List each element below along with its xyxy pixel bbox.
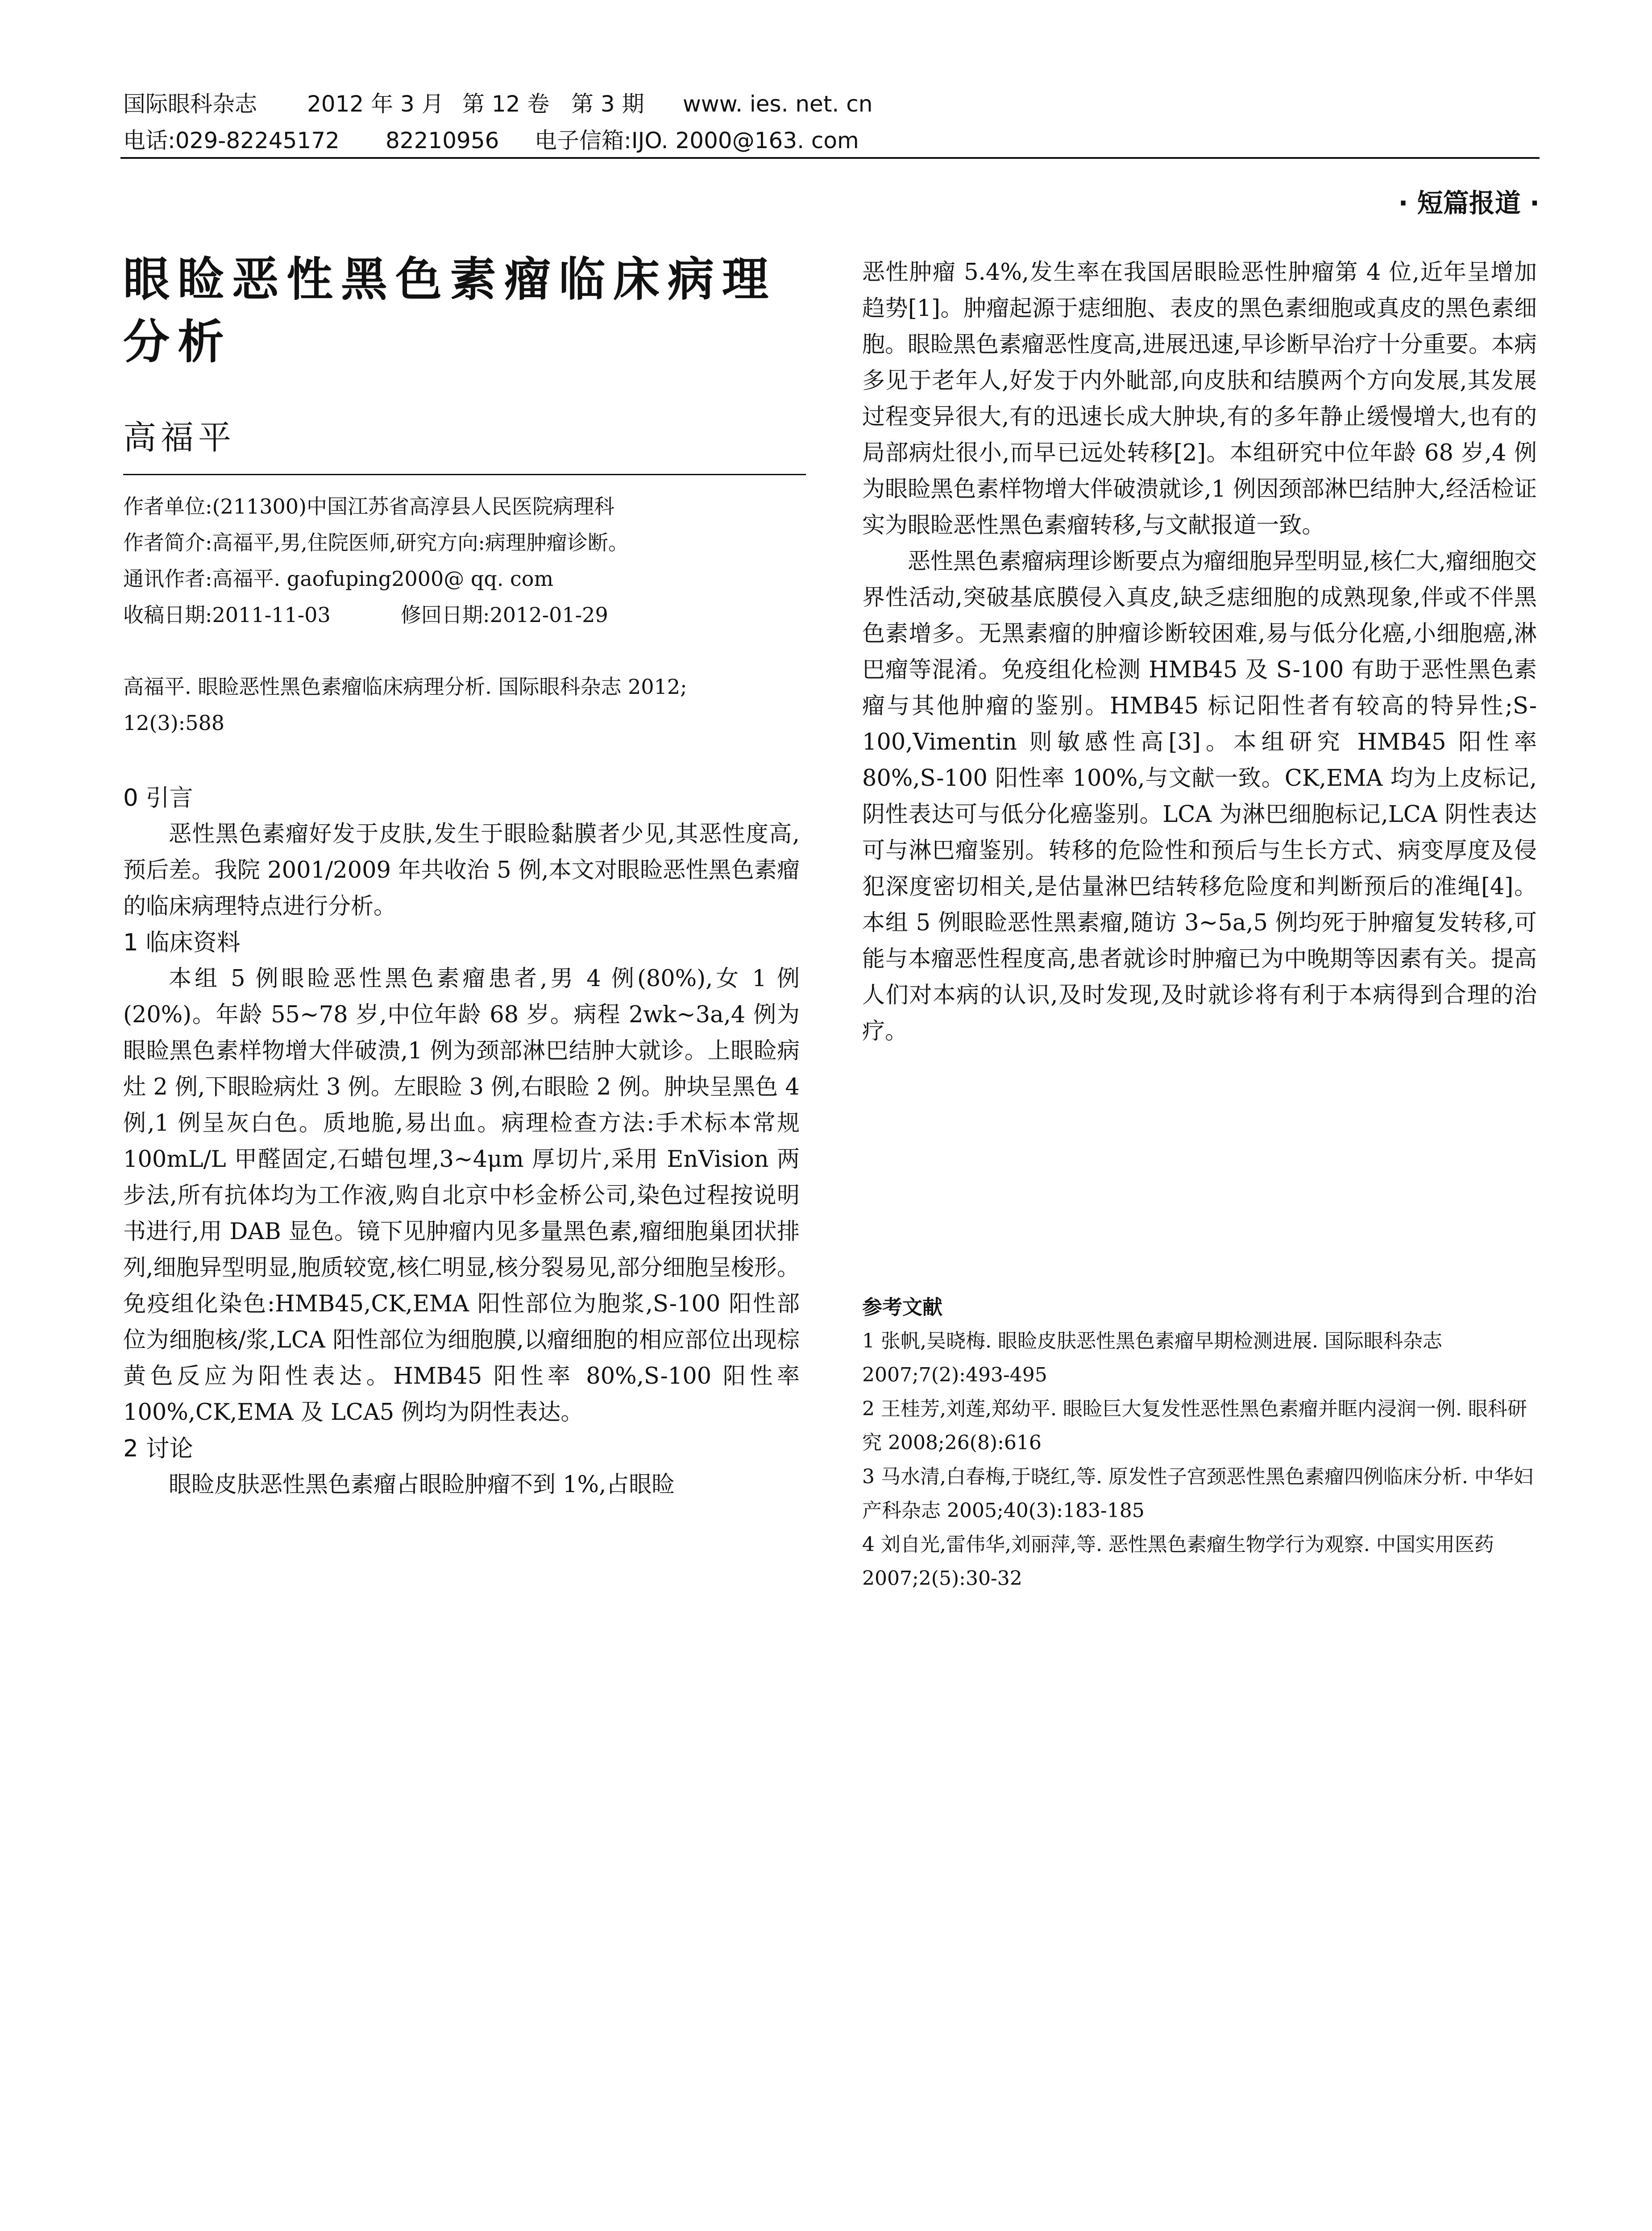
author-bio: 作者简介:高福平,男,住院医师,研究方向:病理肿瘤诊断。	[123, 531, 629, 555]
references-heading: 参考文献	[862, 1295, 943, 1319]
section-tag: · 短篇报道 ·	[1398, 188, 1540, 218]
reference-item: 2 王桂芳,刘莲,郑幼平. 眼睑巨大复发性恶性黑色素瘤并眶内浸润一例. 眼科研究 2008;26(8):616	[862, 1397, 1527, 1454]
reference-item: 3 马水清,白春梅,于晓红,等. 原发性子宫颈恶性黑色素瘤四例临床分析. 中华妇产科杂志 2005;40(3):183-185	[862, 1465, 1533, 1522]
citation-line-1: 高福平. 眼睑恶性黑色素瘤临床病理分析. 国际眼科杂志 2012;	[123, 675, 687, 699]
reference-item: 4 刘自光,雷伟华,刘丽萍,等. 恶性黑色素瘤生物学行为观察. 中国实用医药 2007;2(5):30-32	[862, 1533, 1494, 1590]
paragraph-discussion-continued: 恶性肿瘤 5.4%,发生率在我国居眼睑恶性肿瘤第 4 位,近年呈增加趋势[1]。肿瘤起源于痣细胞、表皮的黑色素细胞或真皮的黑色素细胞。眼睑黑色素瘤恶性度高,进展迅速,早诊断早治疗十分重要。本病多见于老年人,好发于内外眦部,向皮肤和结膜两个方向发展,其发展过程变异很大,有的迅速长成大肿块,有的多年静止缓慢增大,也有的局部病灶很小,而早已远处转移[2]。本组研究中位年龄 68 岁,4 例为眼睑黑色素样物增大伴破溃就诊,1 例因颈部淋巴结肿大,经活检证实为眼睑恶性黑色素瘤转移,与文献报道一致。	[862, 259, 1537, 539]
header-url: www. ies. net. cn	[683, 91, 873, 117]
header-rule	[120, 157, 1540, 159]
affiliation: 作者单位:(211300)中国江苏省高淳县人民医院病理科	[123, 494, 614, 518]
received-date: 收稿日期:2011-11-03	[123, 603, 331, 627]
header-issue: 第 3 期	[571, 91, 644, 117]
header-journal: 国际眼科杂志	[123, 91, 257, 117]
section-heading-discussion: 2 讨论	[123, 1435, 193, 1462]
header-date: 2012 年 3 月	[307, 91, 444, 117]
revised-date: 修回日期:2012-01-29	[401, 603, 608, 627]
paragraph-clinical-data: 本组 5 例眼睑恶性黑色素瘤患者,男 4 例(80%),女 1 例(20%)。年龄 55~78 岁,中位年龄 68 岁。病程 2wk~3a,4 例为眼睑黑色素样物增大伴破溃,1 例为颈部淋巴结肿大就诊。上眼睑病灶 2 例,下眼睑病灶 3 例。左眼睑 3 例,右眼睑 2 例。肿块呈黑色 4 例,1 例呈灰白色。质地脆,易出血。病理检查方法:手术标本常规 100mL/L 甲醛固定,石蜡包埋,3~4μm 厚切片,采用 EnVision 两步法,所有抗体均为工作液,购自北京中杉金桥公司,染色过程按说明书进行,用 DAB 显色。镜下见肿瘤内见多量黑色素,瘤细胞巢团状排列,细胞异型明显,胞质较宽,核仁明显,核分裂易见,部分细胞呈梭形。免疫组化染色:HMB45,CK,EMA 阳性部位为胞浆,S-100 阳性部位为细胞核/浆,LCA 阳性部位为细胞膜,以瘤细胞的相应部位出现棕黄色反应为阳性表达。HMB45 阳性率 80%,S-100 阳性率 100%,CK,EMA 及 LCA5 例均为阴性表达。	[123, 966, 800, 1426]
paragraph-discussion-start: 眼睑皮肤恶性黑色素瘤占眼睑肿瘤不到 1%,占眼睑	[169, 1472, 675, 1498]
corresponding-author: 通讯作者:高福平. gaofuping2000@ qq. com	[123, 567, 554, 591]
article-title: 眼睑恶性黑色素瘤临床病理分析	[123, 252, 777, 369]
header-tel2: 82210956	[386, 128, 499, 153]
header-volume: 第 12 卷	[462, 91, 550, 117]
title-rule	[123, 474, 806, 475]
left-column	[123, 780, 800, 1503]
header-email: 电子信箱:IJO. 2000@163. com	[535, 128, 859, 153]
references	[862, 1290, 1537, 1596]
citation-line-2: 12(3):588	[123, 711, 224, 735]
paragraph-pathology: 恶性黑色素瘤病理诊断要点为瘤细胞异型明显,核仁大,瘤细胞交界性活动,突破基底膜侵入真皮,缺乏痣细胞的成熟现象,伴或不伴黑色素增多。无黑素瘤的肿瘤诊断较困难,易与低分化癌,小细胞癌,淋巴瘤等混淆。免疫组化检测 HMB45 及 S-100 有助于恶性黑色素瘤与其他肿瘤的鉴别。HMB45 标记阳性者有较高的特异性;S-100,Vimentin 则敏感性高[3]。本组研究 HMB45 阳性率 80%,S-100 阳性率 100%,与文献一致。CK,EMA 均为上皮标记,阴性表达可与低分化癌鉴别。LCA 为淋巴细胞标记,LCA 阴性表达可与淋巴瘤鉴别。转移的危险性和预后与生长方式、病变厚度及侵犯深度密切相关,是估量淋巴结转移危险度和判断预后的准绳[4]。本组 5 例眼睑恶性黑素瘤,随访 3~5a,5 例均死于肿瘤复发转移,可能与本瘤恶性程度高,患者就诊时肿瘤已为中晚期等因素有关。提高人们对本病的认识,及时发现,及时就诊将有利于本病得到合理的治疗。	[862, 548, 1537, 1045]
section-heading-introduction: 0 引言	[123, 784, 193, 812]
right-column	[862, 254, 1537, 1049]
reference-item: 1 张帆,吴晓梅. 眼睑皮肤恶性黑色素瘤早期检测进展. 国际眼科杂志 2007;7(2):493-495	[862, 1330, 1442, 1386]
paragraph-introduction: 恶性黑色素瘤好发于皮肤,发生于眼睑黏膜者少见,其恶性度高,预后差。我院 2001/2009 年共收治 5 例,本文对眼睑恶性黑色素瘤的临床病理特点进行分析。	[123, 821, 800, 920]
article-author: 高福平	[123, 419, 236, 457]
header-tel: 电话:029-82245172	[123, 128, 340, 153]
section-heading-clinical-data: 1 临床资料	[123, 929, 241, 956]
